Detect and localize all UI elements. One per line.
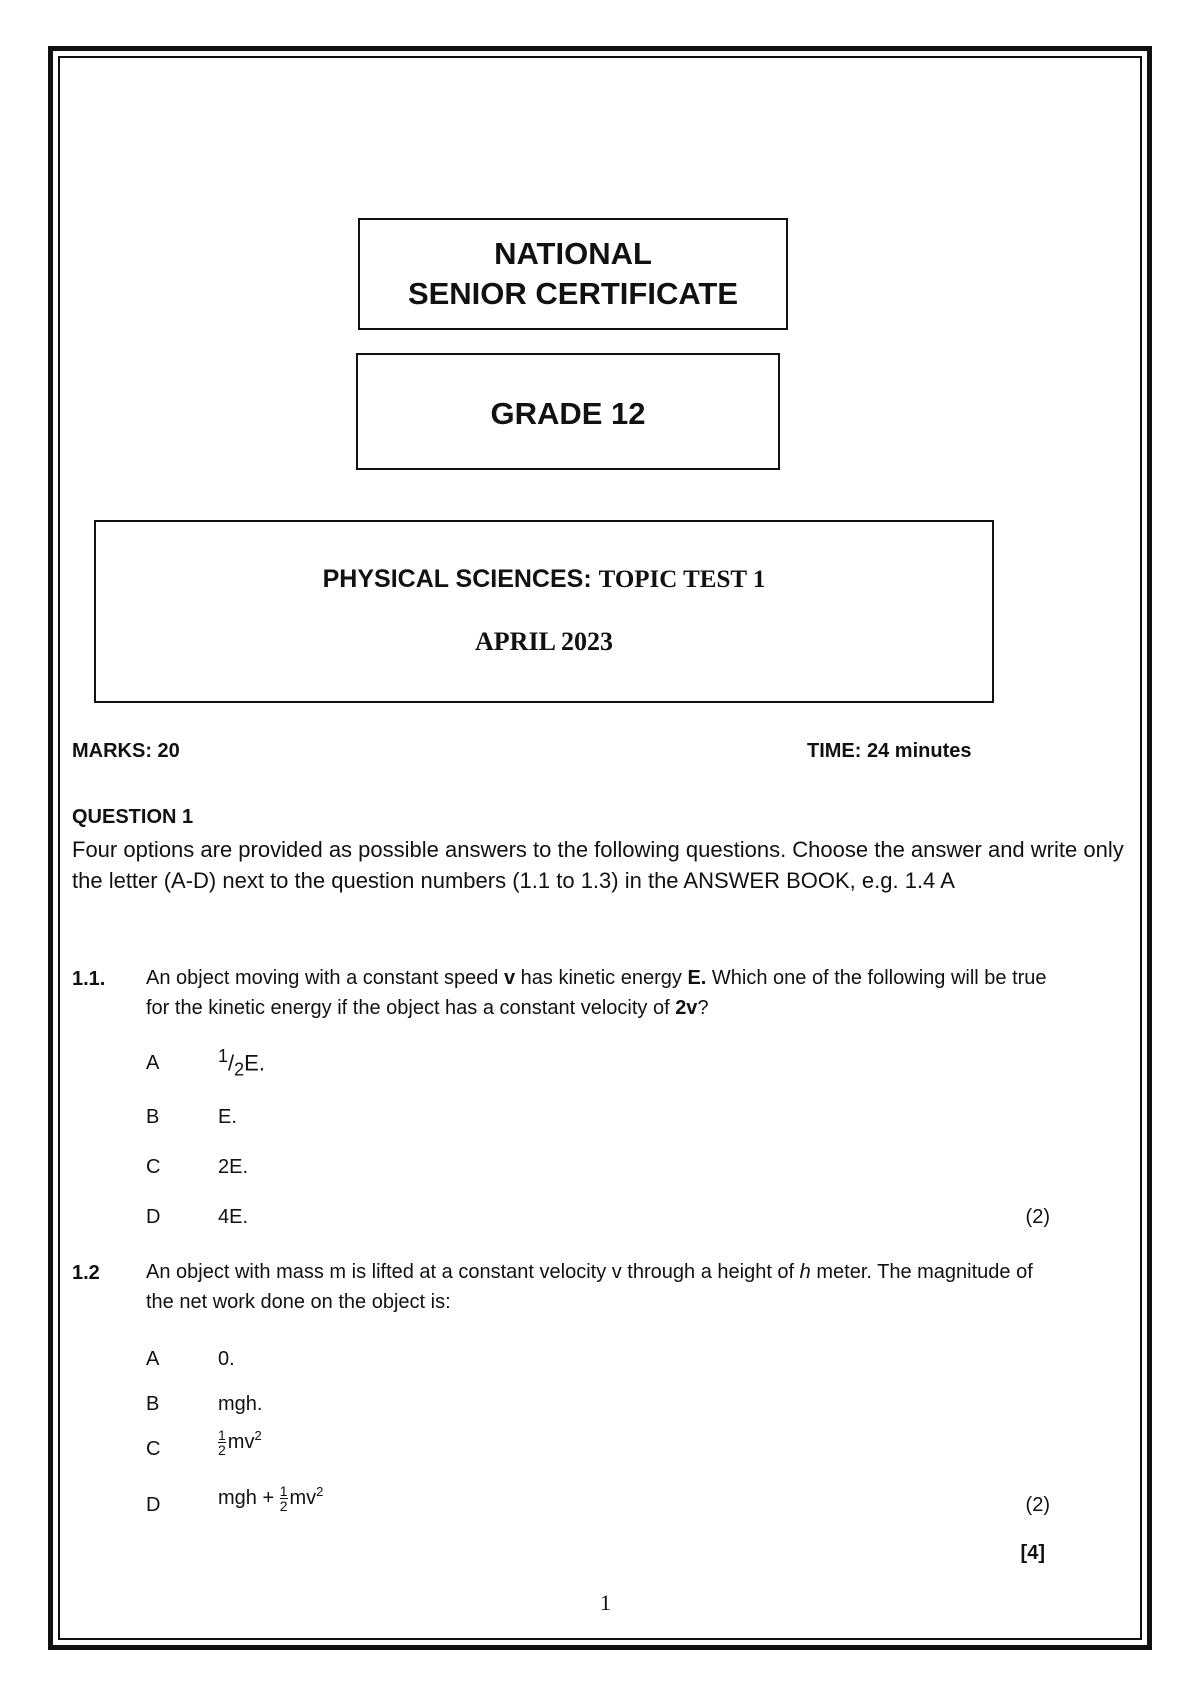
option-letter: A [146, 1348, 160, 1370]
subject-suffix: TOPIC TEST 1 [598, 566, 766, 593]
option-text: mgh + $\frac{1}{2}$ $mv^2$ [218, 1483, 324, 1514]
grade-box [356, 353, 780, 470]
marks-label: MARKS: 20 [72, 740, 180, 762]
option-text: 4E. [218, 1206, 249, 1228]
option-letter: A [146, 1052, 160, 1074]
question-1-1-number: 1.1. [72, 968, 106, 990]
option-letter: C [146, 1438, 161, 1460]
subject-prefix: PHYSICAL SCIENCES: [322, 565, 599, 593]
option-letter: B [146, 1393, 160, 1415]
question-1-title: QUESTION 1 [72, 806, 194, 828]
option-text: $\frac{1}{2}$ $mv^2$ [218, 1427, 262, 1458]
option-letter: C [146, 1156, 161, 1178]
test-date: APRIL 2023 [475, 627, 613, 656]
nsc-title-box [358, 218, 788, 330]
nsc-line-1: NATIONAL [494, 236, 652, 271]
question-1-2-text: An object with mass m is lifted at a constant velocity v through a height of h meter. The magnitude of the net work done on the object is: [146, 1261, 1033, 1313]
time-label: TIME: 24 minutes [807, 740, 972, 762]
option-text: mgh. [218, 1393, 263, 1415]
option-text: E. [218, 1106, 237, 1128]
question-1-1-marks: (2) [1025, 1206, 1050, 1228]
page-number: 1 [600, 1590, 611, 1615]
question-1-total: [4] [1020, 1542, 1045, 1564]
subject-box [94, 520, 994, 703]
question-1-2-marks: (2) [1025, 1494, 1050, 1516]
question-1-instructions: Four options are provided as possible answers to the following questions. Choose the answer and write only the letter (A-D) next to the question numbers (1.1 to 1.3) in the ANSWER BOOK, e.g. 1.4 A [72, 837, 1124, 893]
option-text: 0. [218, 1348, 235, 1370]
nsc-line-2: SENIOR CERTIFICATE [407, 276, 739, 311]
option-letter: D [146, 1494, 161, 1516]
option-text: 2E. [218, 1156, 249, 1178]
option-text: $^1/_2E$. [218, 1046, 265, 1080]
grade-label: GRADE 12 [490, 396, 646, 431]
option-letter: D [146, 1206, 161, 1228]
question-1-2-number: 1.2 [72, 1262, 100, 1284]
option-letter: B [146, 1106, 160, 1128]
question-1-1-text: An object moving with a constant speed v has kinetic energy E. Which one of the following will be true for the kinetic energy if the object has a constant velocity of 2v? [146, 967, 1047, 1019]
subject-title [96, 565, 992, 594]
